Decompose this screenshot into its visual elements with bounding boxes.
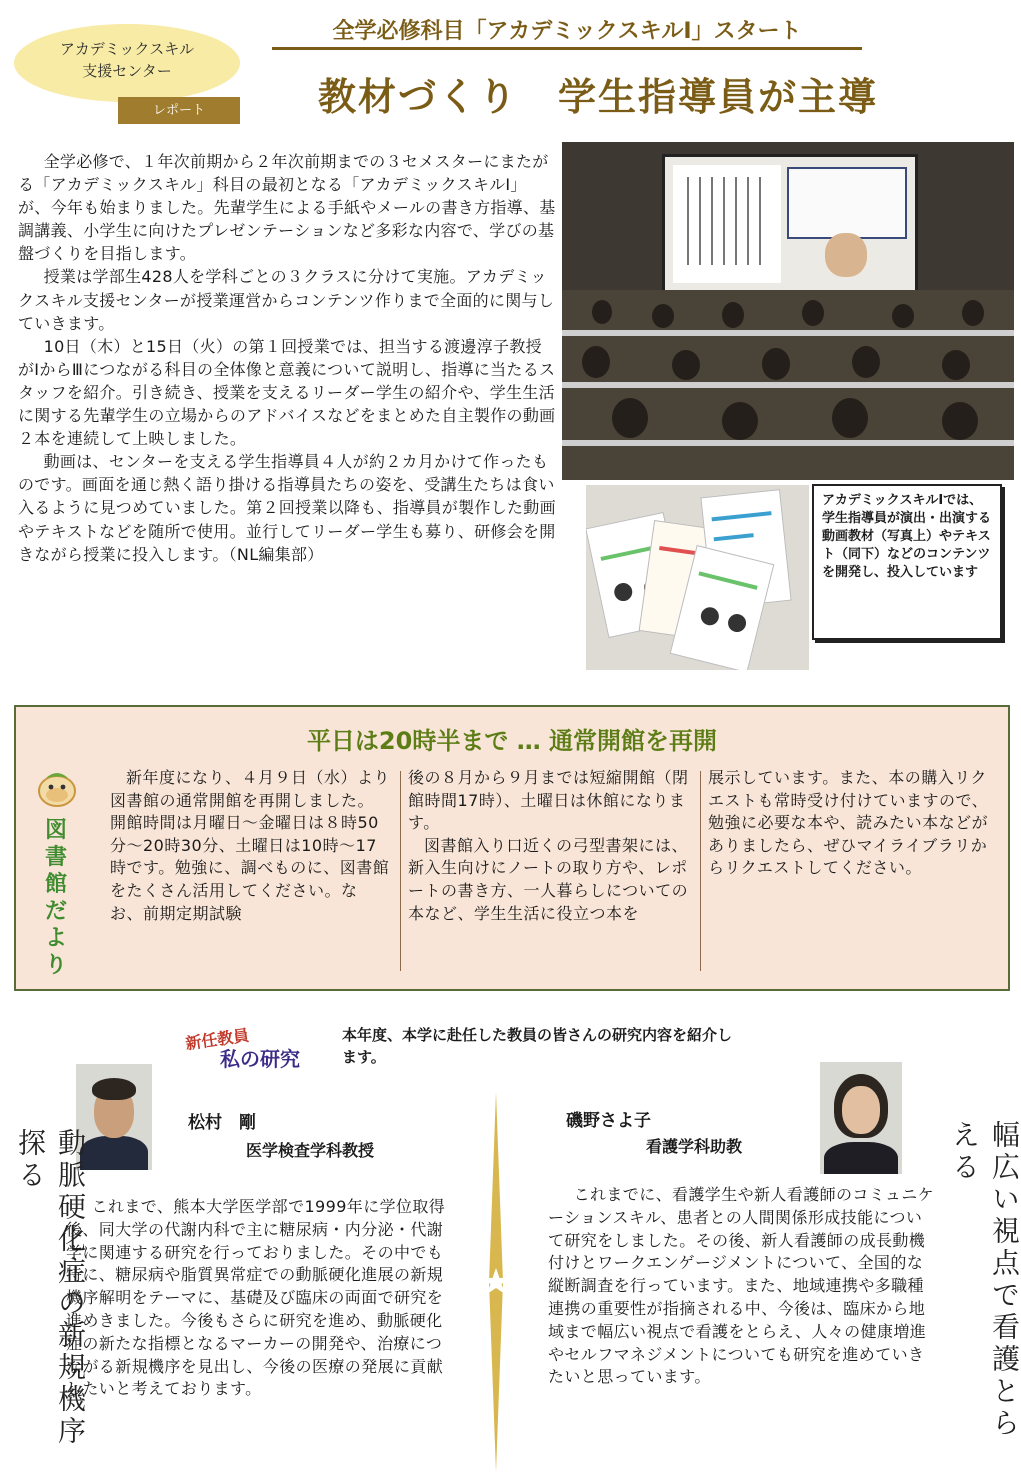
article-subtitle: 全学必修科目「アカデミックスキルⅠ」スタート: [272, 14, 862, 50]
screen-video-panel: [787, 167, 907, 239]
center-name-line1: アカデミックスキル: [59, 40, 195, 58]
library-column-2: [408, 767, 696, 925]
projector-screen: [662, 154, 918, 295]
library-column-divider: [700, 771, 701, 971]
library-text: 新年度になり、４月９日（水）より図書館の通常開館を再開しました。開館時間は月曜日～金曜日は８時50分～20時30分、土曜日は10時～17時です。勉強に、調べものに、図書館をたくさん活用してください。なお、前期定期試験: [110, 768, 391, 923]
right-body: [548, 1184, 936, 1389]
left-person-name: 松村 剛: [188, 1113, 256, 1133]
left-person-title: 医学検査学科教授: [246, 1141, 375, 1160]
library-column-1: [110, 767, 390, 925]
library-text: 図書館入り口近くの弓型書架には、新入生向けにノートの取り方や、レポートの書き方、一人暮らしについての本など、学生生活に役立つ本を: [408, 835, 689, 923]
lecture-hall-audience: [562, 290, 1014, 480]
left-body: [66, 1196, 456, 1401]
article-paragraph: 授業は学部生428人を学科ごとの３クラスに分けて実施。アカデミックスキル支援センターが授業運営からコンテンツ作りまで全面的に関与していきます。: [18, 267, 555, 333]
center-name: [20, 38, 234, 82]
screen-document: [673, 165, 781, 283]
library-text: 後の８月から９月までは短縮開館（閉館時間17時）、土曜日は休館になります。: [408, 768, 689, 833]
logo-line2: 私の研究: [220, 1047, 300, 1071]
screen-presenter: [825, 233, 867, 277]
owl-mascot-icon: [36, 767, 78, 809]
library-column-divider: [400, 771, 401, 971]
report-tag: レポート: [118, 97, 240, 124]
library-column-3: [708, 767, 996, 880]
new-faculty-logo: [184, 1024, 320, 1072]
library-title: 平日は20時半まで … 通常開館を再開: [306, 727, 718, 755]
textbook-photo: [586, 485, 809, 670]
star-divider-icon: [468, 1092, 524, 1472]
right-body-text: これまでに、看護学生や新人看護師のコミュニケーションスキル、患者との人間関係形成技能について研究をしました。その後、新人看護師の成長動機付けとワークエンゲージメントについて、全国的な縦断調査を行っています。また、地域連携や多職種連携の重要性が指摘される中、今後は、臨床から地域まで幅広い視点で看護をとらえ、人々の健康増進やセルフマネジメントについても研究を進めていきたいと思っています。: [548, 1185, 935, 1387]
library-text: 展示しています。また、本の購入リクエストも常時受け付けていますので、勉強に必要な本や、読みたい本などがありましたら、ぜひマイライブラリからリクエストしてください。: [708, 768, 989, 878]
article-paragraph: 動画は、センターを支える学生指導員４人が約２カ月かけて作ったものです。画面を通じ熱く語り掛ける指導員たちの姿を、受講生たちは食い入るように見つめていました。第２回授業以降も、指導員が製作した動画やテキストなどを随所で使用。並行してリーダー学生も募り、研修会を開きながら授業に投入します。（NL編集部）: [18, 452, 556, 564]
photo-caption-box: [812, 484, 1002, 640]
right-person-name: 磯野さよ子: [566, 1111, 651, 1131]
library-label: [40, 817, 72, 979]
article-title: 教材づくり 学生指導員が主導: [318, 75, 879, 119]
article-paragraph: 10日（木）と15日（火）の第１回授業では、担当する渡邊淳子教授がⅠからⅢにつながる科目の全体像と意義について説明し、指導に当たるスタッフを紹介。引き続き、授業を支えるリーダー学生の紹介や、学生生活に関する先輩学生の立場からのアドバイスなどをまとめた自主製作の動画２本を連続して上映しました。: [18, 336, 556, 449]
right-headline: 幅広い視点で看護とらえる: [948, 1120, 1021, 1440]
article-body: [18, 150, 558, 566]
portrait-isono: [820, 1062, 902, 1174]
left-body-text: これまで、熊本大学医学部で1999年に学位取得後、同大学の代謝内科で主に糖尿病・内分泌・代謝学に関連する研究を行っておりました。その中でも特に、糖尿病や脂質異常症での動脈硬化進展の新規機序解明をテーマに、基礎及び臨床の両面で研究を進めきました。今後もさらに研究を進め、動脈硬化症の新たな指標となるマーカーの開発や、治療につながる新規機序を見出し、今後の医療の発展に貢献したいと考えております。: [66, 1197, 446, 1399]
new-faculty-intro: 本年度、本学に赴任した教員の皆さんの研究内容を紹介します。: [342, 1026, 733, 1066]
library-label-text: 図書館だより: [44, 818, 67, 978]
lecture-photo: [562, 142, 1014, 480]
right-person-title: 看護学科助教: [646, 1137, 743, 1156]
article-paragraph: 全学必修で、１年次前期から２年次前期までの３セメスターにまたがる「アカデミックスキル」科目の最初となる「アカデミックスキルⅠ」が、今年も始まりました。先輩学生による手紙やメールの書き方指導、基調講義、小学生に向けたプレゼンテーションなど多彩な内容で、学びの基盤づくりを目指します。: [18, 152, 556, 264]
logo-line1: 新任教員: [184, 1025, 251, 1054]
left-headline: 動脈硬化症の新規機序探る: [14, 1128, 87, 1448]
library-news-box: [14, 705, 1010, 991]
center-name-line2: 支援センター: [82, 62, 172, 80]
photo-caption: アカデミックスキルⅠでは、学生指導員が演出・出演する動画教材（写真上）やテキスト（同下）などのコンテンツを開発し、投入しています: [822, 493, 992, 580]
